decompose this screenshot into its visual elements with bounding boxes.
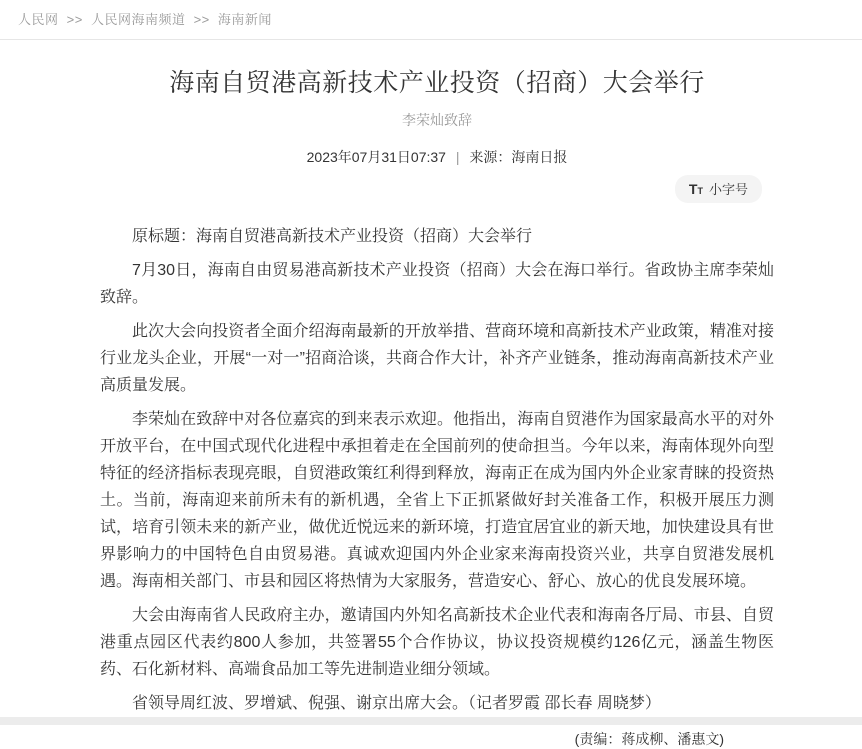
breadcrumb-link-renminwang[interactable]: 人民网 xyxy=(18,12,59,27)
paragraph: 此次大会向投资者全面介绍海南最新的开放举措、营商环境和高新技术产业政策，精准对接行业龙头企业，开展“一对一”招商洽谈，共商合作大计，补齐产业链条，推动海南高新技术产业高质量发展。 xyxy=(100,323,774,394)
paragraph-original-title: 原标题：海南自贸港高新技术产业投资（招商）大会举行 xyxy=(132,228,533,245)
paragraph: 7月30日，海南自由贸易港高新技术产业投资（招商）大会在海口举行。省政协主席李荣灿致辞。 xyxy=(100,262,774,306)
font-size-icon: T T xyxy=(688,180,703,197)
paragraph: 李荣灿在致辞中对各位嘉宾的到来表示欢迎。他指出，海南自贸港作为国家最高水平的对外开放平台，在中国式现代化进程中承担着走在全国前列的使命担当。今年以来，海南体现外向型特征的经济指标表现亮眼，自贸港政策红利得到释放，海南正在成为国内外企业家青睐的投资热土。当前，海南迎来前所未有的新机遇，全省上下正抓紧做好封关准备工作，积极开展压力测试，培育引领未来的新产业，做优近悦远来的新环境，打造宜居宜业的新天地，加快建设具有世界影响力的中国特色自由贸易港。真诚欢迎国内外企业家来海南投资兴业，共享自贸港发展机遇。海南相关部门、市县和园区将热情为大家服务，营造安心、舒心、放心的优良发展环境。 xyxy=(100,411,774,590)
font-size-button[interactable] xyxy=(675,175,762,203)
paragraph: 省领导周红波、罗增斌、倪强、谢京出席大会。（记者罗霞 邵长春 周晓梦） xyxy=(132,695,661,712)
article-container xyxy=(0,67,862,749)
article-toolbar xyxy=(100,175,774,203)
article-meta xyxy=(100,147,774,167)
publish-date: 2023年07月31日07:37 xyxy=(306,149,446,165)
editor-note: (责编：蒋成柳、潘惠文) xyxy=(574,731,724,747)
article-body xyxy=(100,223,774,717)
source-link[interactable]: 海南日报 xyxy=(511,149,568,165)
breadcrumb-separator: >> xyxy=(193,12,210,27)
footer-strip xyxy=(0,717,862,725)
source-label: 来源： xyxy=(469,149,512,165)
paragraph: 大会由海南省人民政府主办，邀请国内外知名高新技术企业代表和海南各厅局、市县、自贸港重点园区代表约800人参加，共签署55个合作协议，协议投资规模约126亿元，涵盖生物医药、石化新材料、高端食品加工等先进制造业细分领域。 xyxy=(100,607,774,678)
breadcrumb-separator: >> xyxy=(66,12,83,27)
page-title: 海南自贸港高新技术产业投资（招商）大会举行 xyxy=(169,69,705,97)
meta-separator: | xyxy=(455,149,460,165)
breadcrumb-link-hainan-news[interactable]: 海南新闻 xyxy=(217,12,272,27)
font-size-label: 小字号 xyxy=(708,182,748,197)
breadcrumb xyxy=(0,0,862,40)
breadcrumb-link-hainan-channel[interactable]: 人民网海南频道 xyxy=(90,12,186,27)
article-subtitle: 李荣灿致辞 xyxy=(402,112,472,128)
